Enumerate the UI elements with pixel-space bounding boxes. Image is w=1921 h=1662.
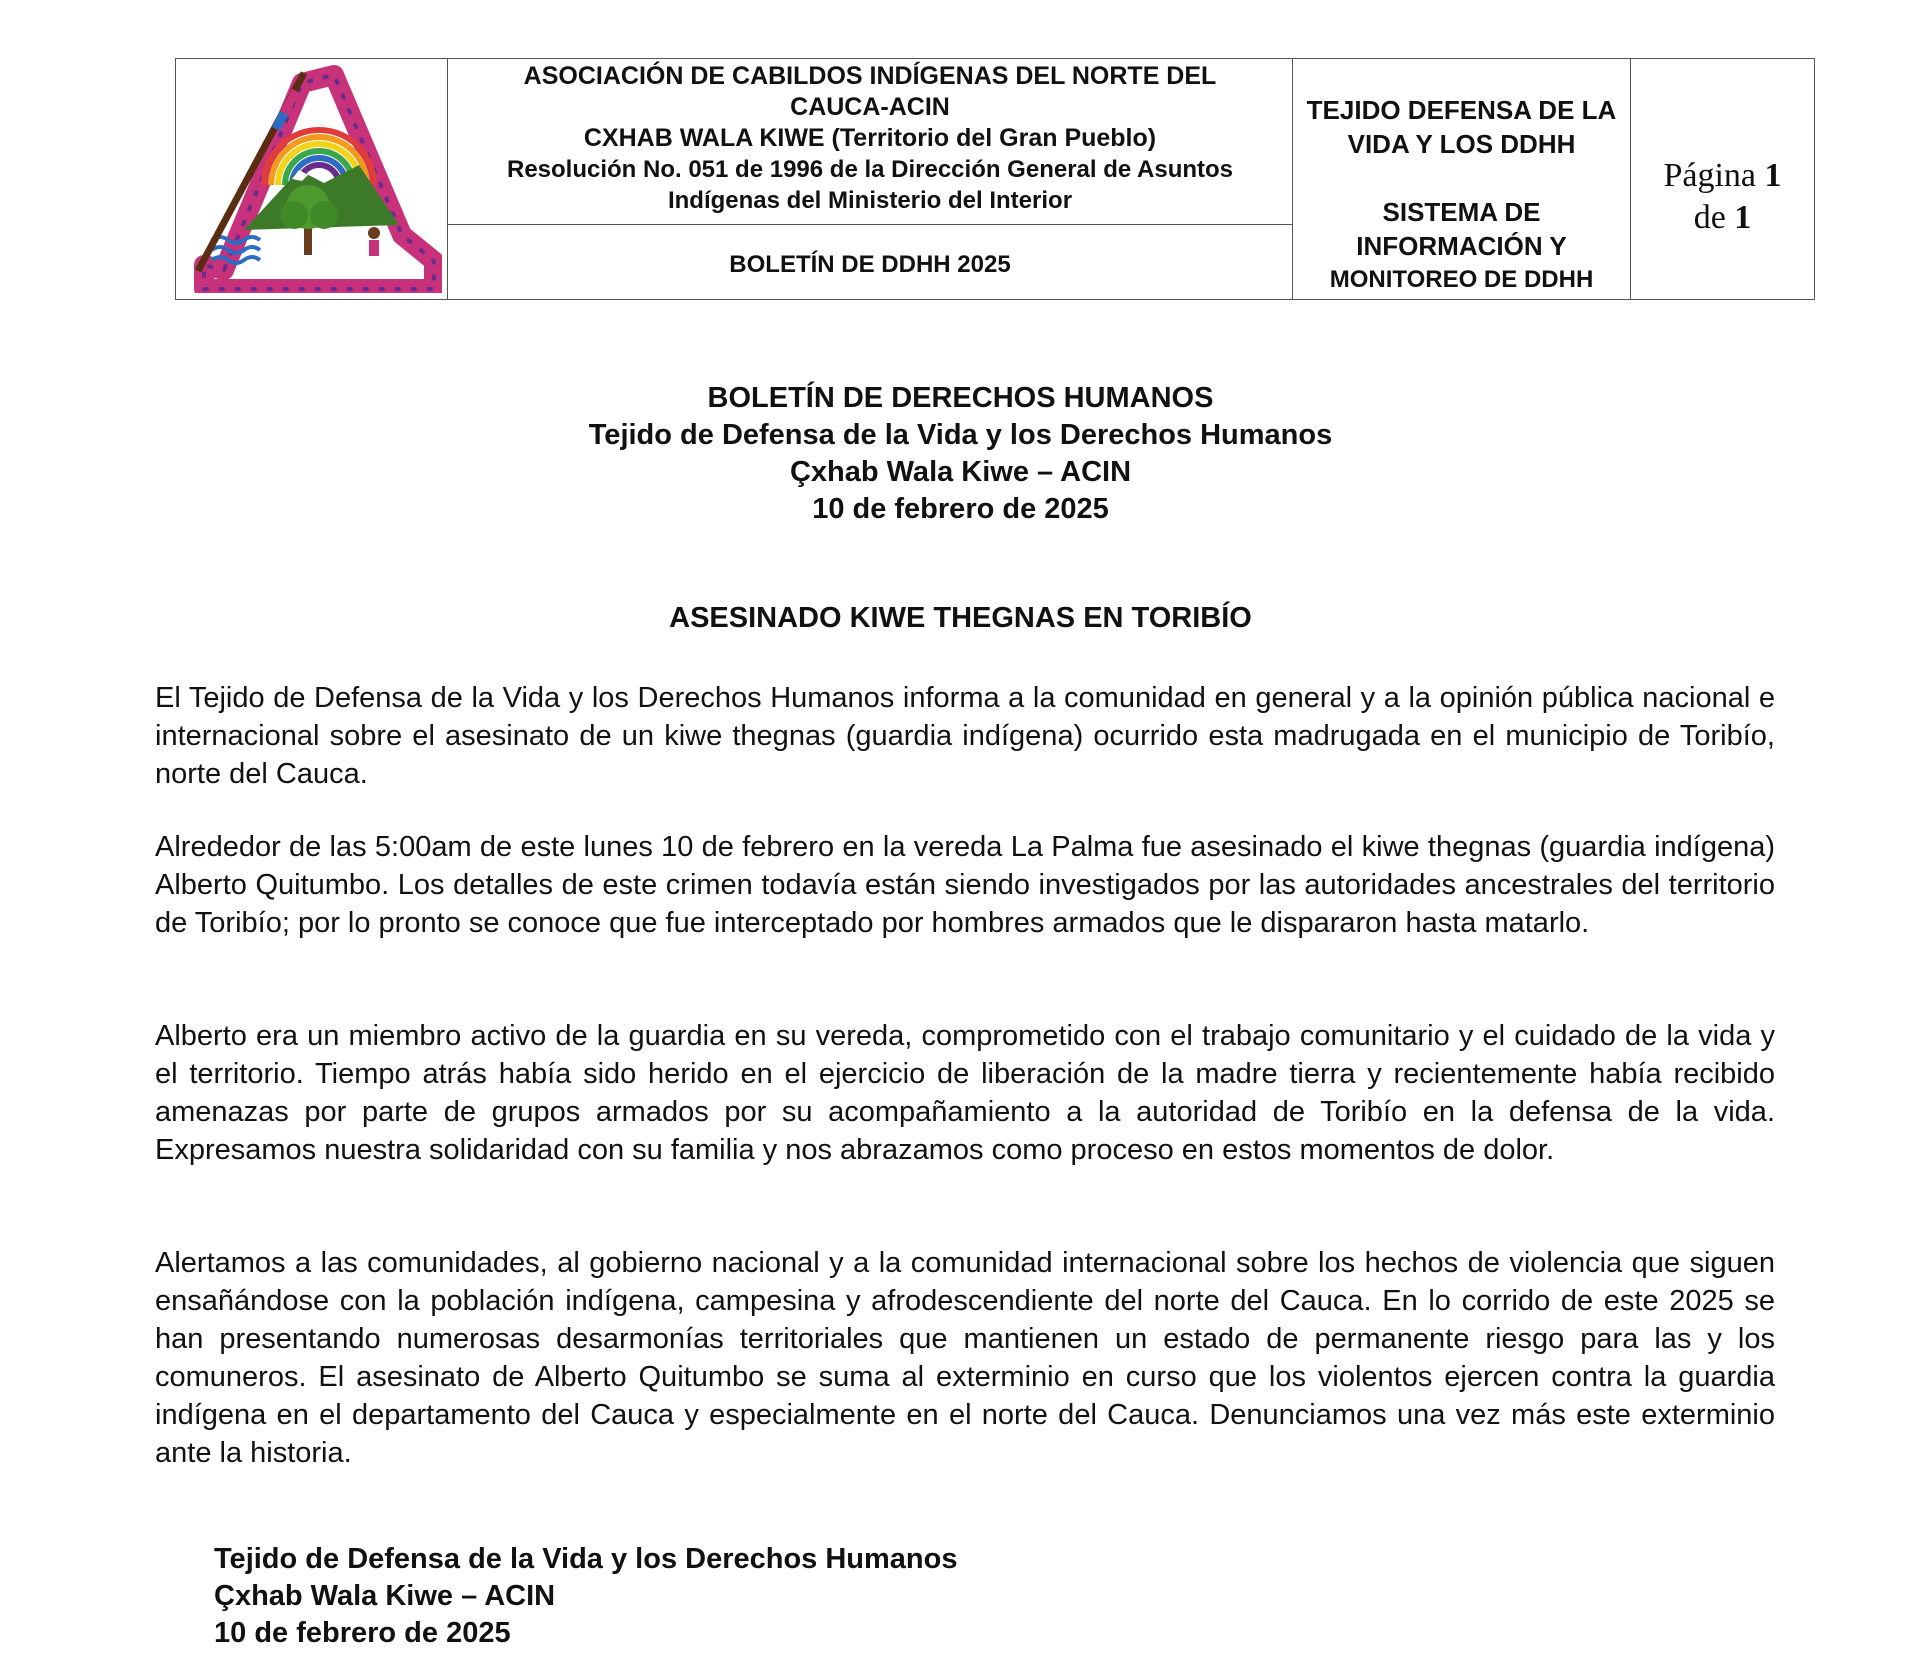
tejido-line1: TEJIDO DEFENSA DE LA xyxy=(1306,95,1617,125)
org-name-line1: ASOCIACIÓN DE CABILDOS INDÍGENAS DEL NORTE DEL xyxy=(523,62,1217,90)
sistema-line2: INFORMACIÓN Y xyxy=(1356,231,1567,261)
bulletin-title: BOLETÍN DE DERECHOS HUMANOS xyxy=(707,382,1214,414)
page-of: de xyxy=(1693,199,1726,236)
paragraph-2: Alrededor de las 5:00am de este lunes 10 de febrero en la vereda La Palma fue asesinado el kiwe thegnas (guardia indígena) Alberto Quitumbo. Los detalles de este crimen todavía están siendo investigados por las autoridades ancestrales del territorio de Toribío; por lo pronto se conoce que fue interceptado por hombres armados que le dispararon hasta matarlo. xyxy=(155,831,1775,939)
bulletin-date: 10 de febrero de 2025 xyxy=(812,493,1109,525)
page-number-cell xyxy=(1631,59,1814,299)
bulletin-titles xyxy=(0,380,1921,528)
document-header-table xyxy=(175,58,1815,300)
paragraph-1: El Tejido de Defensa de la Vida y los Derechos Humanos informa a la comunidad en general y a la opinión pública nacional e internacional sobre el asesinato de un kiwe thegnas (guardia indígena) ocurrido esta madrugada en el municipio de Toribío, norte del Cauca. xyxy=(155,682,1775,790)
header-tejido-cell xyxy=(1293,59,1631,299)
acin-logo-icon xyxy=(184,65,442,293)
paragraph-3: Alberto era un miembro activo de la guardia en su vereda, comprometido con el trabajo comunitario y el cuidado de la vida y el territorio. Tiempo atrás había sido herido en el ejercicio de liberación de la madre tierra y recientemente había recibido amenazas por parte de grupos armados por su acompañamiento a la autoridad de Toribío en la defensa de la vida. Expresamos nuestra solidaridad con su familia y nos abrazamos como proceso en estos momentos de dolor. xyxy=(155,1020,1775,1166)
page-total: 1 xyxy=(1734,199,1752,236)
org-resolution-line1: Resolución No. 051 de 1996 de la Dirección General de Asuntos xyxy=(506,156,1234,183)
header-center-cell xyxy=(448,59,1293,299)
organization-info xyxy=(448,59,1292,225)
paragraph-4: Alertamos a las comunidades, al gobierno nacional y a la comunidad internacional sobre los hechos de violencia que siguen ensañándose con la población indígena, campesina y afrodescendiente del norte del Cauca. En lo corrido de este 2025 se han presentando numerosas desarmonías territoriales que mantienen un estado de permanente riesgo para las y los comuneros. El asesinato de Alberto Quitumbo se suma al exterminio en curso que los violentos ejercen contra la guardia indígena en el departamento del Cauca y especialmente en el norte del Cauca. Denunciamos una vez más este exterminio ante la historia. xyxy=(155,1247,1775,1469)
page-number: 1 xyxy=(1764,157,1782,194)
sistema-line1: SISTEMA DE xyxy=(1382,197,1541,227)
org-name-line2: CAUCA-ACIN xyxy=(790,93,950,121)
sistema-line3: MONITOREO DE DDHH xyxy=(1329,266,1594,293)
signature-date: 10 de febrero de 2025 xyxy=(214,1617,511,1649)
signature-block xyxy=(214,1541,958,1652)
org-territory: CXHAB WALA KIWE (Territorio del Gran Pueblo) xyxy=(583,124,1157,152)
signature-org: Tejido de Defensa de la Vida y los Derechos Humanos xyxy=(214,1543,958,1575)
logo-cell xyxy=(176,59,448,299)
tejido-line2: VIDA Y LOS DDHH xyxy=(1347,129,1576,159)
bulletin-subtitle-acin: Çxhab Wala Kiwe – ACIN xyxy=(789,456,1132,488)
headline: ASESINADO KIWE THEGNAS EN TORIBÍO xyxy=(669,602,1252,634)
org-resolution-line2: Indígenas del Ministerio del Interior xyxy=(667,187,1073,214)
bulletin-subtitle-tejido: Tejido de Defensa de la Vida y los Derechos Humanos xyxy=(588,419,1333,451)
page-word: Página xyxy=(1663,157,1757,194)
bulletin-label: BOLETÍN DE DDHH 2025 xyxy=(729,251,1011,278)
signature-acin: Çxhab Wala Kiwe – ACIN xyxy=(214,1580,556,1612)
